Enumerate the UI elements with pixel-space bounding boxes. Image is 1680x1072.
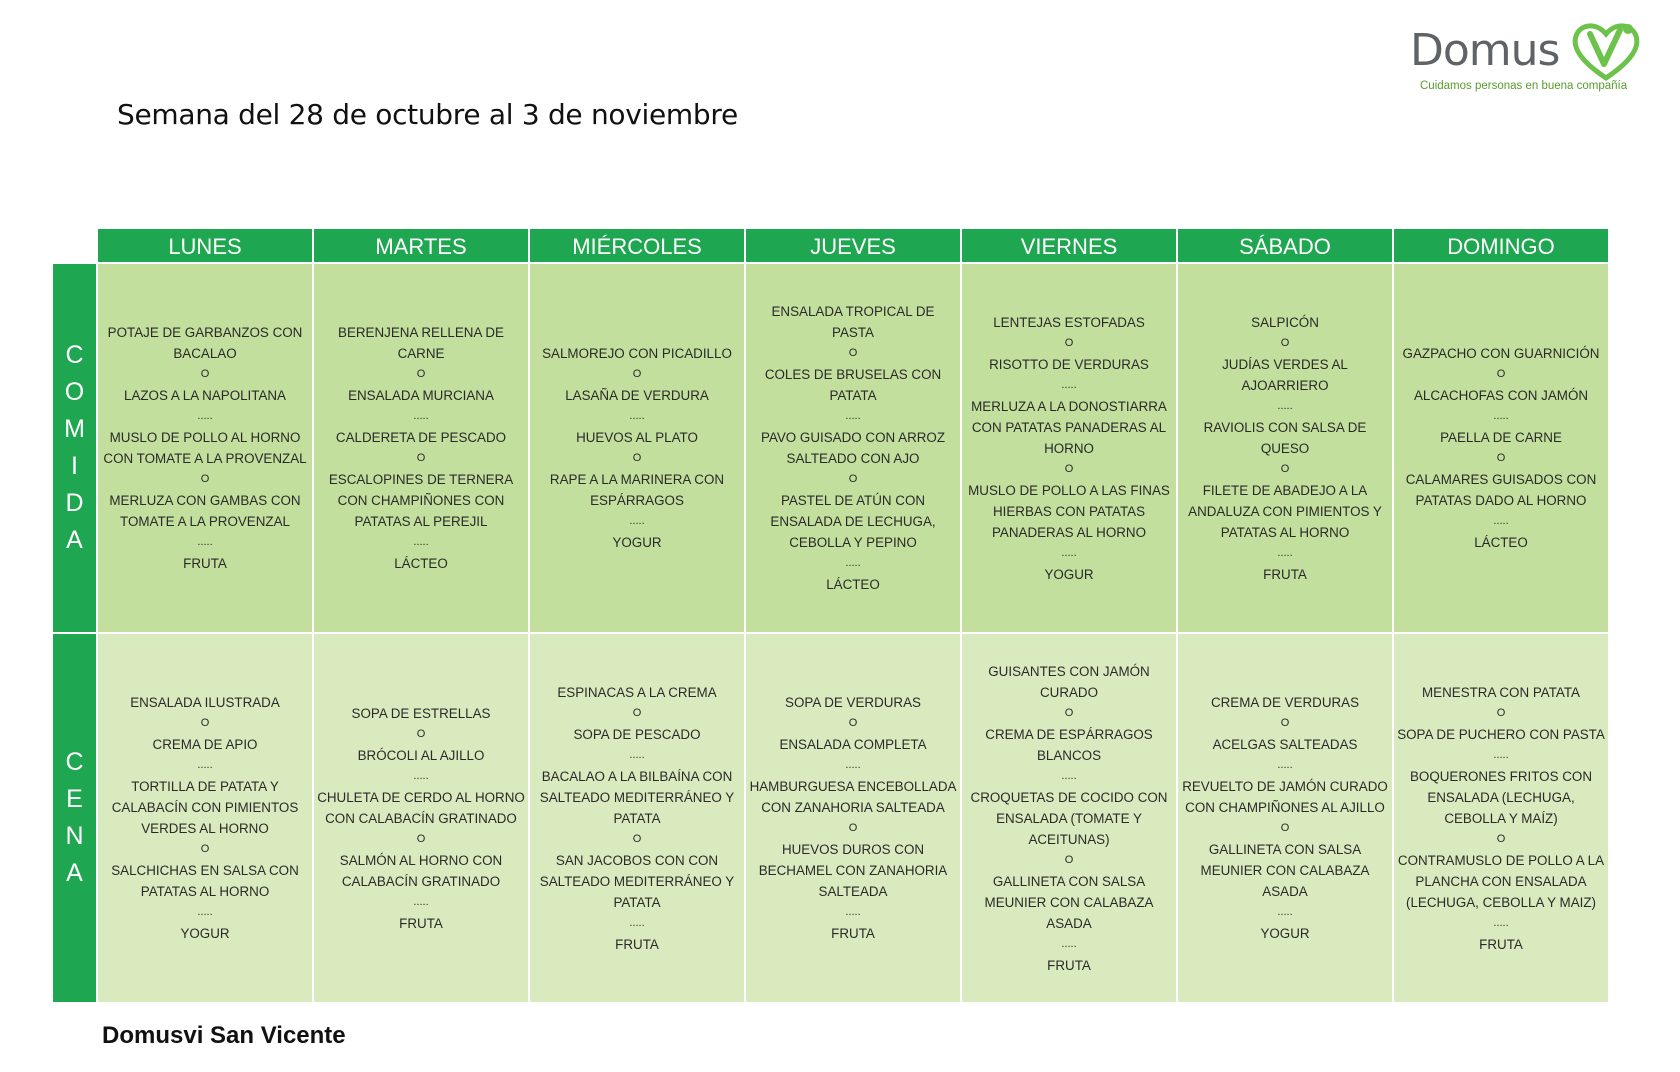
menu-dish: FRUTA xyxy=(1263,566,1307,582)
menu-dish: CREMA DE APIO xyxy=(152,737,258,752)
menu-separator: O xyxy=(1064,462,1074,475)
logo-vi-heart-icon xyxy=(1570,20,1642,82)
menu-separator: ..... xyxy=(1493,515,1509,527)
menu-separator: O xyxy=(1280,717,1290,729)
menu-separator: ..... xyxy=(197,906,213,918)
menu-dish: ENSALADA TROPICAL DE PASTA xyxy=(771,304,935,340)
menu-separator: O xyxy=(848,347,858,359)
menu-dish: SALMÓN AL HORNO CON CALABACÍN GRATINADO xyxy=(339,852,503,889)
menu-separator: ..... xyxy=(1493,748,1509,761)
menu-dish: LENTEJAS ESTOFADAS xyxy=(993,314,1145,330)
menu-dish: HUEVOS AL PLATO xyxy=(576,430,698,445)
meal-row-cena xyxy=(98,634,1608,1002)
day-header-row xyxy=(98,229,1608,262)
menu-dish: GALLINETA CON SALSA MEUNIER CON CALABAZA ASADA xyxy=(1200,842,1370,899)
menu-dish: LASAÑA DE VERDURA xyxy=(565,388,709,403)
menu-separator: ..... xyxy=(197,410,213,422)
page-title: Semana del 28 de octubre al 3 de noviembre xyxy=(117,98,738,131)
menu-separator: ..... xyxy=(413,410,429,422)
menu-dish: RISOTTO DE VERDURAS xyxy=(989,356,1149,372)
menu-separator: ..... xyxy=(1061,937,1077,950)
menu-dish: COLES DE BRUSELAS CON PATATA xyxy=(764,367,942,403)
meal-label-letter: E xyxy=(66,785,83,813)
menu-separator: ..... xyxy=(1493,410,1509,422)
menu-dish: LÁCTEO xyxy=(394,556,448,571)
menu-cell-comida-martes xyxy=(314,264,528,632)
menu-dish: MENESTRA CON PATATA xyxy=(1422,684,1580,700)
menu-dish: YOGUR xyxy=(1044,566,1094,582)
meal-label-letter: C xyxy=(65,748,84,776)
menu-dish: GUISANTES CON JAMÓN CURADO xyxy=(988,663,1150,700)
menu-separator: O xyxy=(632,368,642,380)
day-header-sabado: SÁBADO xyxy=(1178,229,1392,262)
menu-separator: ..... xyxy=(1277,546,1293,559)
menu-separator: O xyxy=(1280,336,1290,349)
menu-cell-cena-viernes xyxy=(962,634,1176,1002)
menu-dish: SALMOREJO CON PICADILLO xyxy=(542,346,732,361)
menu-separator: ..... xyxy=(629,748,645,761)
menu-cell-comida-viernes xyxy=(962,264,1176,632)
menu-separator: O xyxy=(1496,368,1506,380)
meal-label-letter: M xyxy=(64,415,85,443)
day-header-domingo: DOMINGO xyxy=(1394,229,1608,262)
menu-dish: REVUELTO DE JAMÓN CURADO CON CHAMPIÑONES AL AJILLO xyxy=(1182,779,1388,815)
menu-cell-comida-miércoles xyxy=(530,264,744,632)
menu-dish: CREMA DE VERDURAS xyxy=(1210,695,1360,710)
footer-location: Domusvi San Vicente xyxy=(102,1022,346,1049)
menu-separator: O xyxy=(416,452,426,464)
menu-dish: LAZOS A LA NAPOLITANA xyxy=(124,388,286,403)
menu-dish: GALLINETA CON SALSA MEUNIER CON CALABAZA ASADA xyxy=(984,873,1154,931)
menu-dish: CHULETA DE CERDO AL HORNO CON CALABACÍN GRATINADO xyxy=(317,789,525,826)
menu-separator: ..... xyxy=(1277,399,1293,412)
meal-label-letter: C xyxy=(65,341,84,369)
menu-separator: O xyxy=(416,727,426,740)
menu-dish: POTAJE DE GARBANZOS CON BACALAO xyxy=(107,325,303,361)
menu-separator: O xyxy=(1280,822,1290,834)
menu-separator: ..... xyxy=(845,557,861,569)
menu-dish: BRÓCOLI AL AJILLO xyxy=(357,747,485,763)
menu-dish: SOPA DE ESTRELLAS xyxy=(351,705,491,721)
menu-dish: FRUTA xyxy=(1047,957,1091,973)
menu-dish: BACALAO A LA BILBAÍNA CON SALTEADO MEDITERRÁNEO Y PATATA xyxy=(539,768,735,826)
menu-separator: O xyxy=(200,843,210,855)
menu-separator: O xyxy=(1280,462,1290,475)
menu-dish: RAVIOLIS CON SALSA DE QUESO xyxy=(1203,419,1367,456)
meal-label-letter: D xyxy=(65,489,84,517)
logo-tagline: Cuidamos personas en buena compañía xyxy=(1420,80,1628,92)
menu-dish: CROQUETAS DE COCIDO CON ENSALADA (TOMATE Y ACEITUNAS) xyxy=(970,789,1168,847)
menu-dish: LÁCTEO xyxy=(1474,535,1528,550)
menu-dish: FRUTA xyxy=(399,915,443,931)
day-header-miercoles: MIÉRCOLES xyxy=(530,229,744,262)
menu-dish: GAZPACHO CON GUARNICIÓN xyxy=(1402,346,1600,361)
day-header-viernes: VIERNES xyxy=(962,229,1176,262)
menu-dish: JUDÍAS VERDES AL AJOARRIERO xyxy=(1222,356,1348,393)
meal-label-letter: O xyxy=(64,378,85,406)
menu-dish: MUSLO DE POLLO A LAS FINAS HIERBAS CON PATATAS PANADERAS AL HORNO xyxy=(968,482,1170,540)
menu-dish: PAVO GUISADO CON ARROZ SALTEADO CON AJO xyxy=(760,430,946,466)
menu-dish: CONTRAMUSLO DE POLLO A LA PLANCHA CON ENSALADA (LECHUGA, CEBOLLA Y MAIZ) xyxy=(1397,852,1605,910)
meal-label-comida xyxy=(53,264,96,632)
domusvi-logo xyxy=(1410,18,1650,98)
menu-dish: BERENJENA RELLENA DE CARNE xyxy=(338,325,504,361)
menu-separator: ..... xyxy=(1277,906,1293,918)
menu-dish: HUEVOS DUROS CON BECHAMEL CON ZANAHORIA SALTEADA xyxy=(758,842,948,899)
menu-dish: SAN JACOBOS CON CON SALTEADO MEDITERRÁNEO Y PATATA xyxy=(539,852,735,910)
menu-separator: O xyxy=(416,832,426,845)
menu-dish: ENSALADA ILUSTRADA xyxy=(130,695,280,710)
menu-separator: O xyxy=(1496,452,1506,464)
menu-dish: FILETE DE ABADEJO A LA ANDALUZA CON PIMIENTOS Y PATATAS AL HORNO xyxy=(1188,482,1382,540)
meal-label-letter: N xyxy=(65,822,84,850)
menu-separator: O xyxy=(848,822,858,834)
menu-separator: O xyxy=(632,832,642,845)
menu-dish: MUSLO DE POLLO AL HORNO CON TOMATE A LA PROVENZAL xyxy=(103,430,307,466)
menu-dish: HAMBURGUESA ENCEBOLLADA CON ZANAHORIA SALTEADA xyxy=(749,779,957,815)
menu-cell-cena-lunes xyxy=(98,634,312,1002)
menu-separator: ..... xyxy=(629,410,645,422)
menu-dish: SOPA DE VERDURAS xyxy=(785,695,921,710)
menu-separator: O xyxy=(1064,336,1074,349)
menu-separator: ..... xyxy=(629,515,645,527)
menu-separator: O xyxy=(200,473,210,485)
menu-separator: O xyxy=(1064,853,1074,866)
menu-dish: YOGUR xyxy=(180,926,230,941)
menu-dish: CALDERETA DE PESCADO xyxy=(335,430,507,445)
meal-label-letter: I xyxy=(71,452,78,480)
menu-cell-comida-lunes xyxy=(98,264,312,632)
menu-separator: ..... xyxy=(1061,546,1077,559)
menu-cell-cena-martes xyxy=(314,634,528,1002)
meal-label-letter: A xyxy=(66,526,83,554)
menu-dish: ENSALADA COMPLETA xyxy=(779,737,927,752)
menu-dish: SOPA DE PUCHERO CON PASTA xyxy=(1397,726,1605,742)
menu-cell-cena-sábado xyxy=(1178,634,1392,1002)
menu-dish: SALCHICHAS EN SALSA CON PATATAS AL HORNO xyxy=(111,863,299,899)
menu-dish: SALPICÓN xyxy=(1251,314,1319,330)
menu-dish: ENSALADA MURCIANA xyxy=(348,388,494,403)
menu-separator: O xyxy=(632,706,642,719)
menu-dish: BOQUERONES FRITOS CON ENSALADA (LECHUGA, CEBOLLA Y MAÍZ) xyxy=(1409,768,1593,826)
menu-cell-cena-miércoles xyxy=(530,634,744,1002)
menu-dish: ESPINACAS A LA CREMA xyxy=(557,684,717,700)
menu-dish: ALCACHOFAS CON JAMÓN xyxy=(1413,388,1589,403)
menu-separator: O xyxy=(1496,706,1506,719)
menu-separator: ..... xyxy=(1061,378,1077,391)
menu-dish: FRUTA xyxy=(183,556,227,571)
menu-separator: O xyxy=(200,717,210,729)
menu-separator: O xyxy=(416,368,426,380)
menu-cell-comida-domingo xyxy=(1394,264,1608,632)
menu-dish: MERLUZA A LA DONOSTIARRA CON PATATAS PANADERAS AL HORNO xyxy=(971,398,1167,456)
logo-wordmark: Domus xyxy=(1410,25,1560,76)
menu-separator: O xyxy=(1496,832,1506,845)
menu-separator: ..... xyxy=(629,916,645,929)
menu-separator: O xyxy=(848,717,858,729)
meal-label-cena xyxy=(53,634,96,1002)
menu-dish: YOGUR xyxy=(1260,926,1310,941)
menu-separator: ..... xyxy=(413,895,429,908)
menu-cell-comida-sábado xyxy=(1178,264,1392,632)
menu-dish: SOPA DE PESCADO xyxy=(573,726,701,742)
menu-separator: ..... xyxy=(1277,759,1293,771)
menu-dish: FRUTA xyxy=(1479,936,1523,952)
day-header-lunes: LUNES xyxy=(98,229,312,262)
menu-dish: ACELGAS SALTEADAS xyxy=(1212,737,1358,752)
menu-separator: ..... xyxy=(1061,769,1077,782)
menu-separator: O xyxy=(848,473,858,485)
menu-separator: ..... xyxy=(845,759,861,771)
menu-dish: CALAMARES GUISADOS CON PATATAS DADO AL HORNO xyxy=(1405,472,1597,508)
menu-separator: ..... xyxy=(845,906,861,918)
menu-separator: ..... xyxy=(413,769,429,782)
menu-separator: ..... xyxy=(1493,916,1509,929)
menu-dish: CREMA DE ESPÁRRAGOS BLANCOS xyxy=(985,726,1153,763)
day-header-martes: MARTES xyxy=(314,229,528,262)
menu-dish: YOGUR xyxy=(612,535,662,550)
menu-separator: O xyxy=(200,368,210,380)
menu-separator: ..... xyxy=(197,759,213,771)
menu-dish: TORTILLA DE PATATA Y CALABACÍN CON PIMIENTOS VERDES AL HORNO xyxy=(111,779,299,836)
menu-separator: ..... xyxy=(197,536,213,548)
menu-cell-cena-jueves xyxy=(746,634,960,1002)
day-header-jueves: JUEVES xyxy=(746,229,960,262)
menu-dish: LÁCTEO xyxy=(826,577,880,592)
menu-separator: O xyxy=(1064,706,1074,719)
meal-row-comida xyxy=(98,264,1608,632)
menu-separator: ..... xyxy=(845,410,861,422)
menu-cell-comida-jueves xyxy=(746,264,960,632)
menu-dish: ESCALOPINES DE TERNERA CON CHAMPIÑONES CON PATATAS AL PEREJIL xyxy=(328,472,514,529)
menu-separator: O xyxy=(632,452,642,464)
menu-dish: PASTEL DE ATÚN CON ENSALADA DE LECHUGA, CEBOLLA Y PEPINO xyxy=(770,493,936,550)
menu-dish: RAPE A LA MARINERA CON ESPÁRRAGOS xyxy=(549,472,725,508)
menu-dish: FRUTA xyxy=(831,926,875,941)
menu-dish: PAELLA DE CARNE xyxy=(1440,430,1562,445)
meal-label-letter: A xyxy=(66,859,83,887)
menu-dish: FRUTA xyxy=(615,936,659,952)
menu-separator: ..... xyxy=(413,536,429,548)
menu-dish: MERLUZA CON GAMBAS CON TOMATE A LA PROVENZAL xyxy=(109,493,301,529)
menu-cell-cena-domingo xyxy=(1394,634,1608,1002)
